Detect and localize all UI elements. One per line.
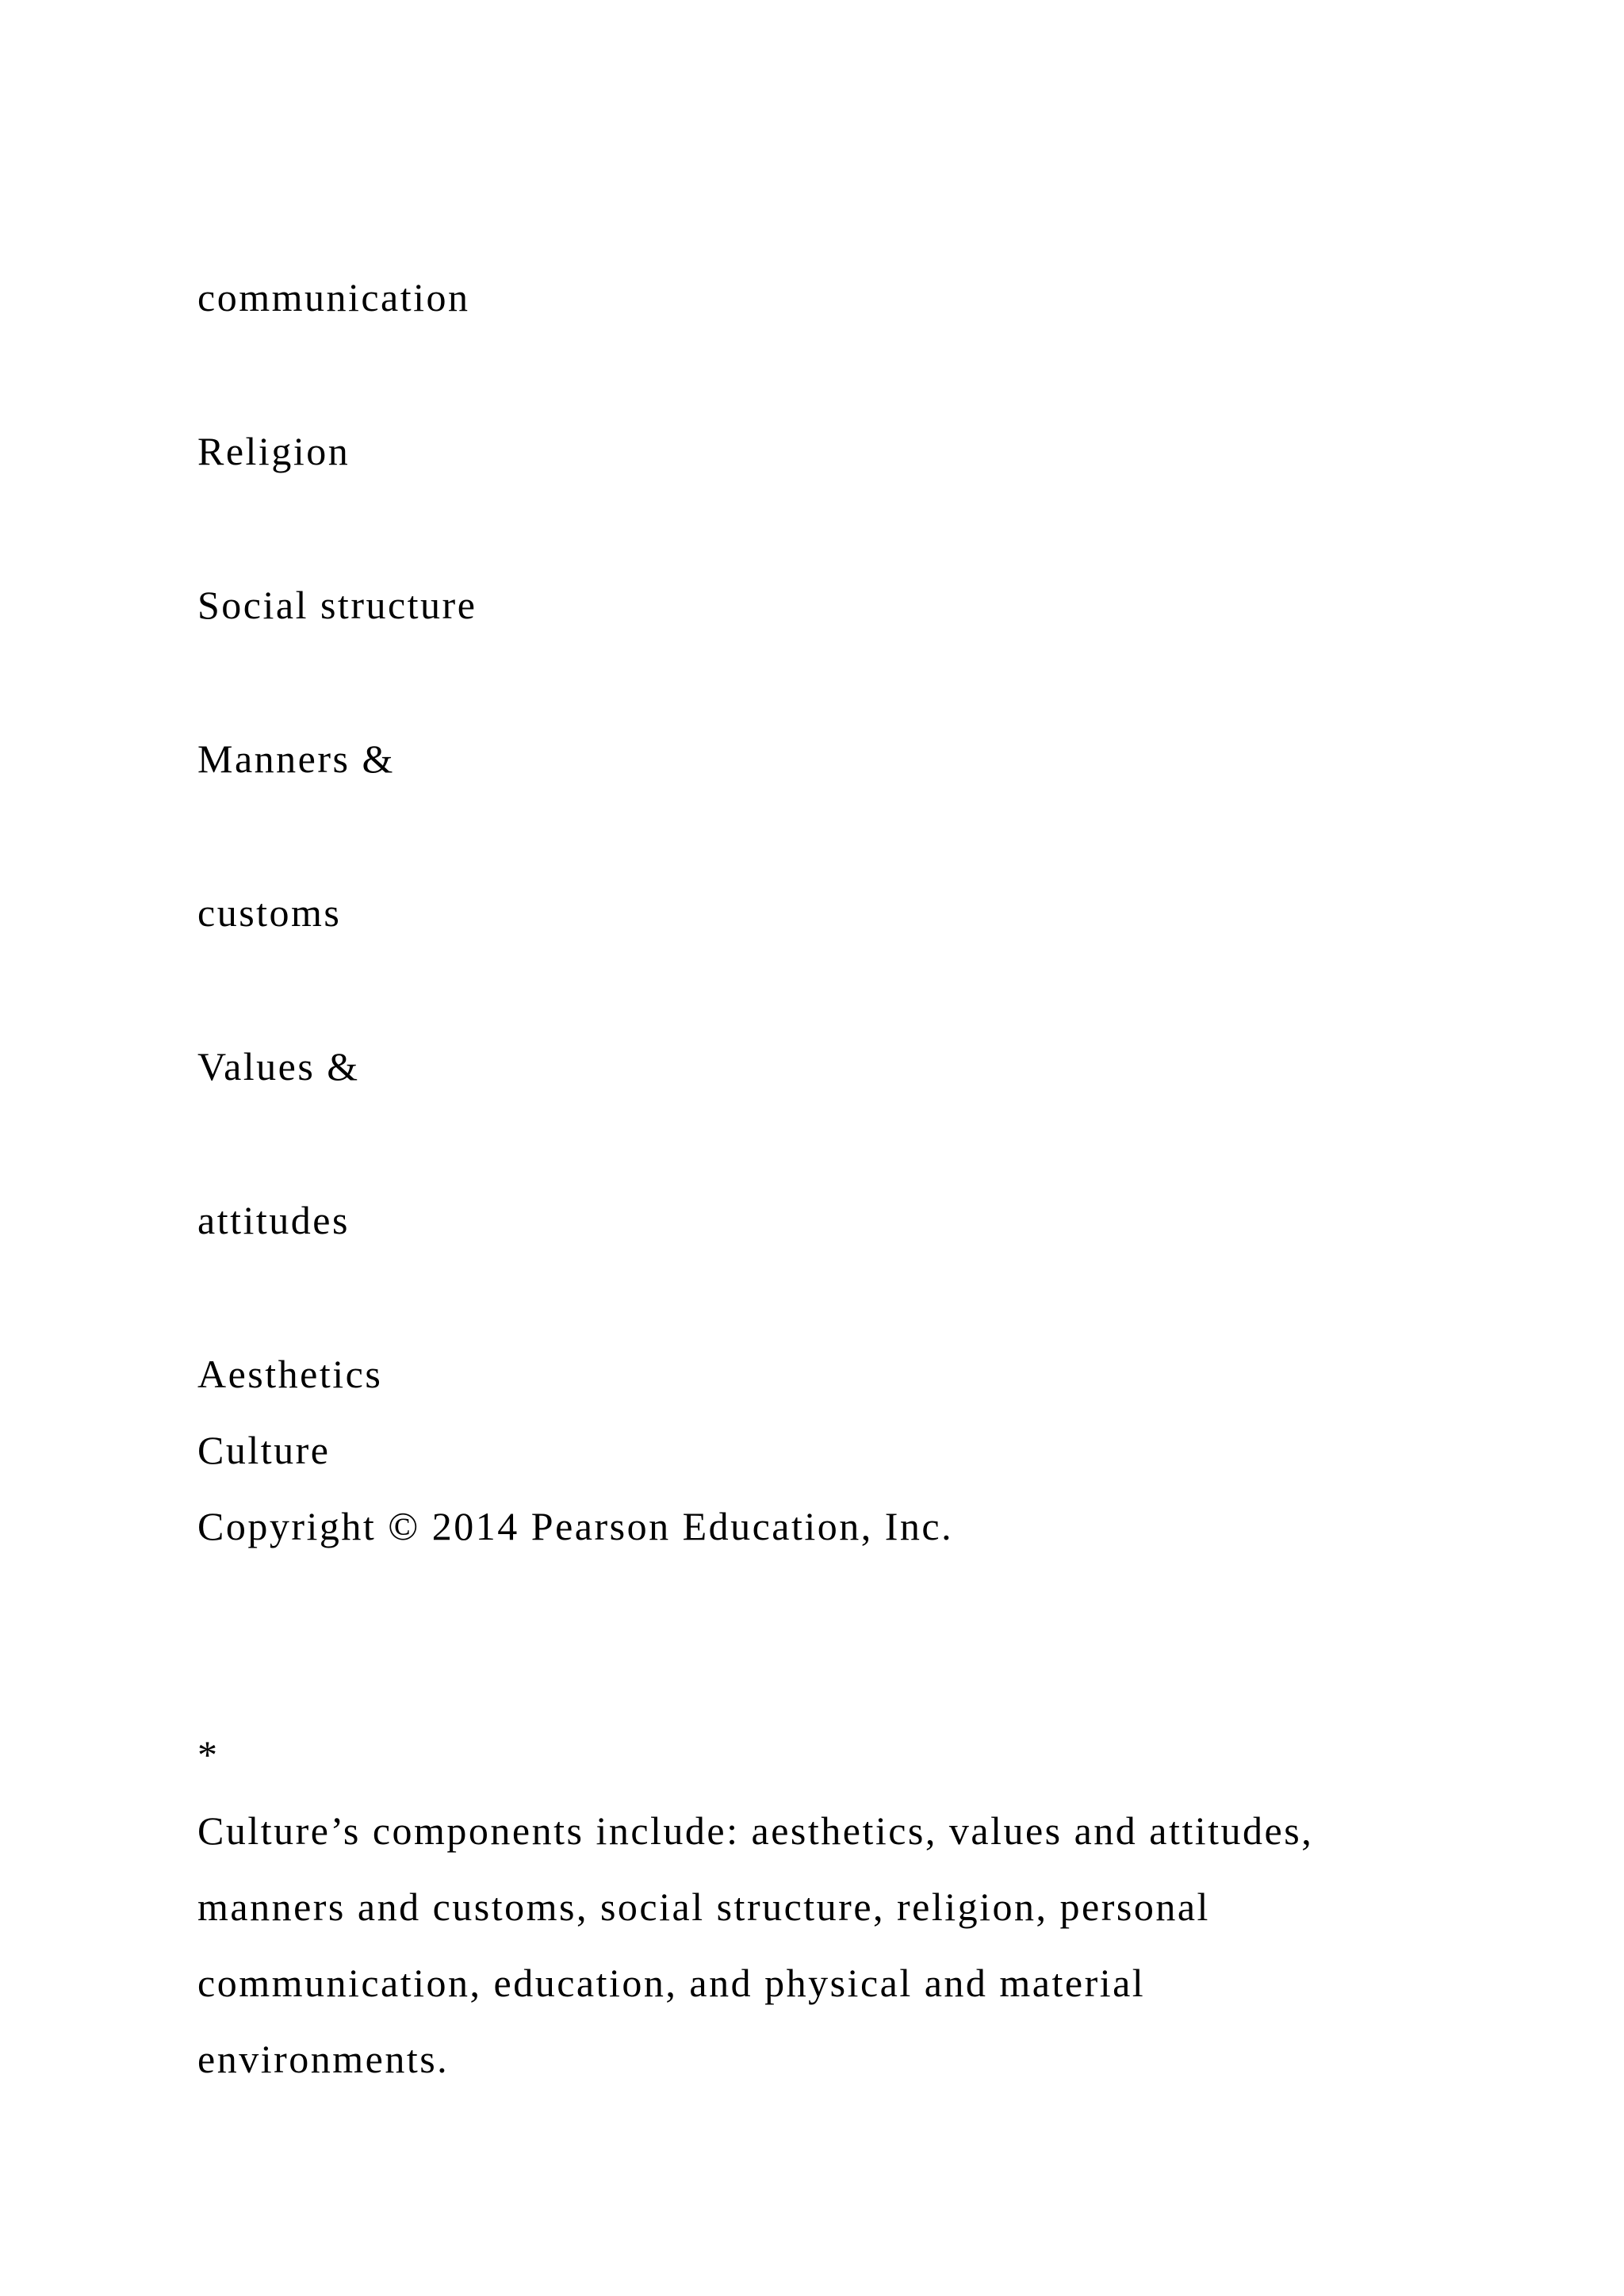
list-line: Manners & — [197, 737, 395, 781]
copyright-notice: Copyright © 2014 Pearson Education, Inc. — [197, 1504, 954, 1548]
list-line: customs — [197, 890, 342, 935]
list-line: Social structure — [197, 583, 477, 627]
notes-line: environments. — [197, 2037, 450, 2081]
notes-bullet: * — [197, 1732, 220, 1777]
notes-line: communication, education, and physical and material — [197, 1961, 1146, 2005]
list-line: Religion — [197, 429, 350, 473]
slide-title: Culture — [197, 1428, 331, 1472]
notes-line: Culture’s components include: aesthetics, values and attitudes, — [197, 1808, 1314, 1853]
list-line: Aesthetics — [197, 1352, 383, 1396]
list-line: Values & — [197, 1044, 360, 1089]
notes-line: manners and customs, social structure, religion, personal — [197, 1885, 1210, 1929]
list-line: attitudes — [197, 1198, 350, 1242]
list-line: communication — [197, 275, 470, 320]
